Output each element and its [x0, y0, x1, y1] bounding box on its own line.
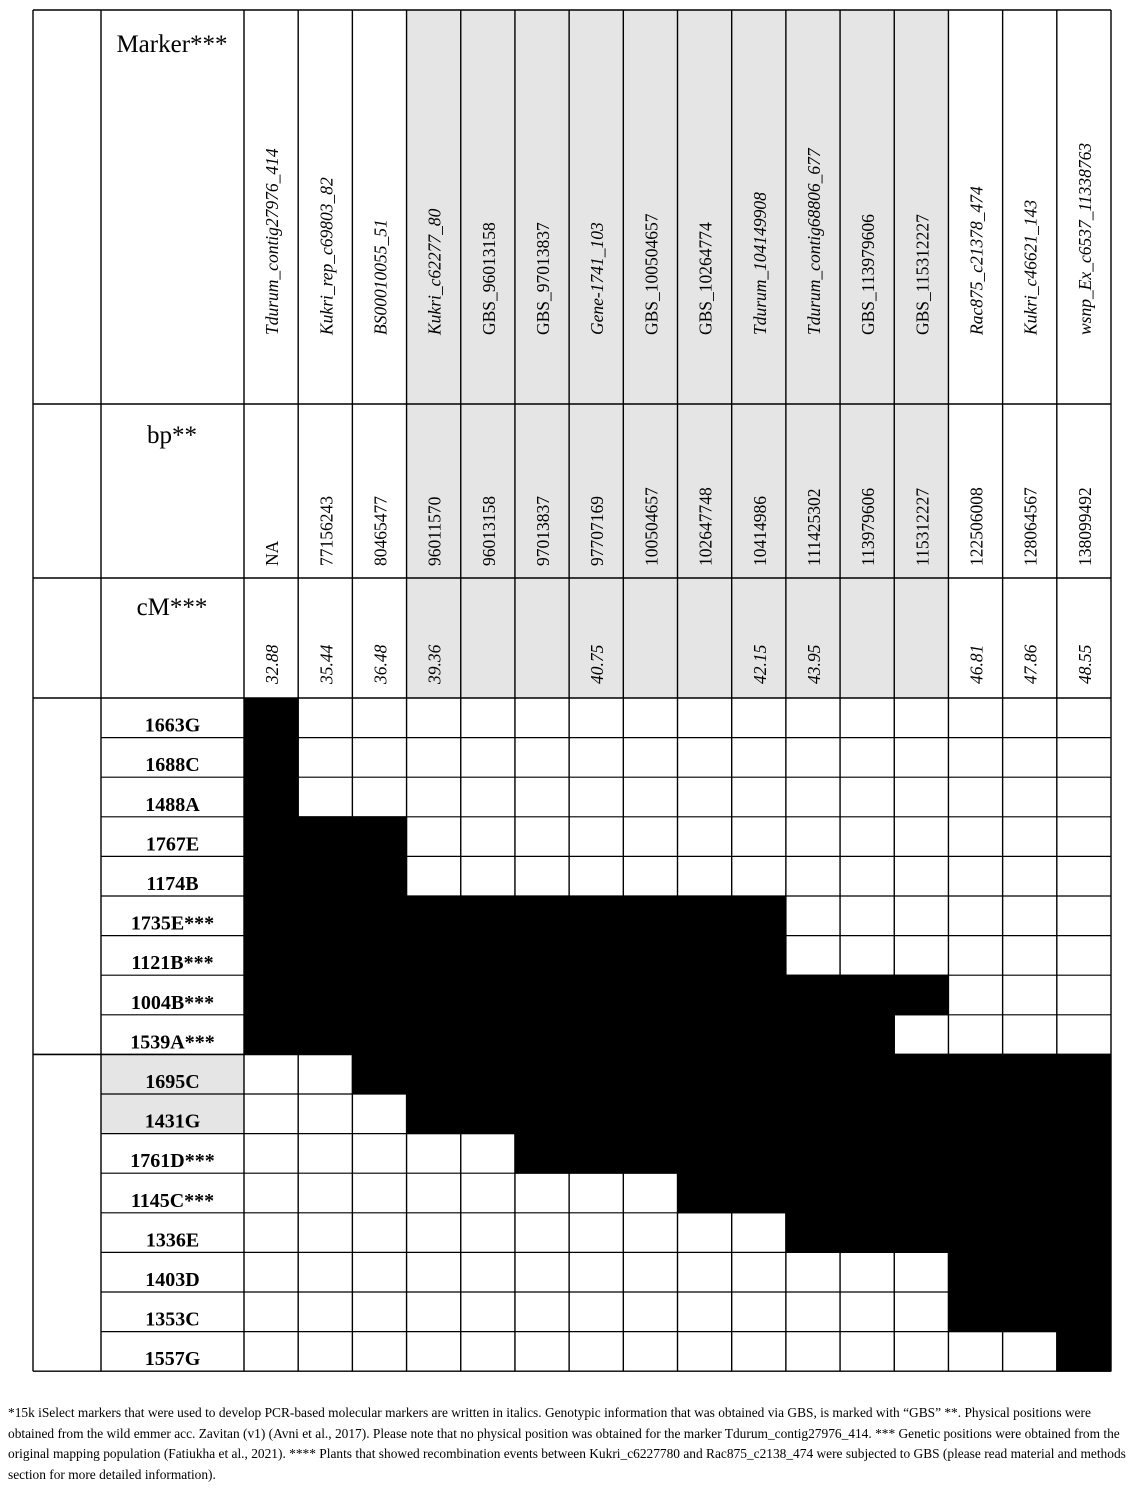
plant-row-label: 1431G — [144, 1110, 201, 1133]
genotype-cell-filled — [840, 1014, 895, 1055]
bp-value: 10414986 — [749, 496, 770, 566]
genotype-cell-filled — [1002, 1212, 1057, 1253]
cm-header: cM*** — [136, 594, 208, 621]
genotype-cell-filled — [244, 856, 299, 897]
genotype-cell-filled — [677, 1094, 732, 1135]
gbs-column-shade — [623, 10, 677, 698]
bp-value: 111425302 — [803, 488, 824, 566]
genotype-cell-filled — [1056, 1133, 1111, 1174]
gbs-column-shade — [569, 10, 623, 698]
bp-value: 80465477 — [370, 496, 391, 566]
genotype-cell-filled — [623, 975, 678, 1016]
genotype-cell-filled — [785, 1173, 840, 1214]
genotype-cell-filled — [623, 896, 678, 937]
bp-value: 128064567 — [1020, 487, 1041, 566]
marker-name: wsnp_Ex_c6537_11338763 — [1074, 142, 1095, 335]
genotype-cell-filled — [460, 1094, 515, 1135]
bp-value: NA — [262, 540, 283, 566]
genotype-cell-filled — [731, 1014, 786, 1055]
genotype-cell-filled — [406, 1014, 461, 1055]
plant-row-label: 1767E — [145, 833, 200, 856]
genotype-cell-filled — [569, 1133, 624, 1174]
genotype-cell-filled — [894, 1173, 949, 1214]
bp-value: 122506008 — [966, 487, 987, 566]
marker-name: Gene-1741_103 — [587, 222, 608, 335]
genotype-cell-filled — [623, 1014, 678, 1055]
genotype-cell-filled — [948, 1252, 1003, 1293]
plant-row-label: 1688C — [145, 754, 200, 777]
plant-row-label: 1145C*** — [130, 1189, 215, 1212]
genotype-cell-filled — [731, 1133, 786, 1174]
genotype-cell-filled — [677, 975, 732, 1016]
genotype-cell-filled — [840, 1133, 895, 1174]
marker-name: GBS_113979606 — [858, 214, 879, 335]
genotype-cell-filled — [948, 1133, 1003, 1174]
genotype-cell-filled — [1002, 1292, 1057, 1333]
genotype-cell-filled — [894, 975, 949, 1016]
genotype-cell-filled — [569, 896, 624, 937]
genotype-cell-filled — [623, 1094, 678, 1135]
genotype-cell-filled — [1056, 1292, 1111, 1333]
cm-value: 42.15 — [749, 644, 770, 684]
marker-name: Kukri_rep_c69803_82 — [316, 177, 337, 335]
cm-value: 48.55 — [1074, 644, 1095, 684]
genotype-cell-filled — [514, 1133, 569, 1174]
bp-value: 100504657 — [641, 487, 662, 566]
genotype-cell-filled — [514, 1014, 569, 1055]
genotype-cell-filled — [406, 896, 461, 937]
genotype-cell-filled — [352, 1054, 407, 1095]
genotype-cell-filled — [840, 1212, 895, 1253]
genotype-cell-filled — [894, 1133, 949, 1174]
genotype-cell-filled — [1056, 1173, 1111, 1214]
genotype-cell-filled — [352, 1014, 407, 1055]
bp-value: 97013837 — [533, 496, 554, 566]
genotype-cell-filled — [731, 1173, 786, 1214]
plant-row-label: 1761D*** — [130, 1150, 215, 1173]
genotype-cell-filled — [298, 896, 353, 937]
genotype-cell-filled — [569, 1014, 624, 1055]
marker-name: GBS_97013837 — [533, 222, 554, 335]
genotype-cell-filled — [1002, 1054, 1057, 1095]
genotype-cell-filled — [352, 856, 407, 897]
bp-value: 97707169 — [587, 496, 608, 566]
cm-value: 36.48 — [370, 644, 391, 684]
genotype-cell-filled — [244, 975, 299, 1016]
genotype-cell-filled — [514, 1094, 569, 1135]
genotype-cell-filled — [623, 935, 678, 976]
genotype-cell-filled — [460, 975, 515, 1016]
genotype-cell-filled — [1002, 1173, 1057, 1214]
marker-name: GBS_96013158 — [478, 222, 499, 335]
genotype-cell-filled — [352, 935, 407, 976]
bp-header: bp** — [147, 422, 197, 449]
bp-value: 115312227 — [912, 487, 933, 566]
genotype-cell-filled — [677, 896, 732, 937]
cm-value: 35.44 — [316, 644, 337, 684]
bp-value: 96013158 — [478, 496, 499, 566]
marker-name: Tdurum_104149908 — [749, 192, 770, 335]
genotype-cell-filled — [460, 896, 515, 937]
genotype-cell-filled — [840, 1054, 895, 1095]
genotype-cell-filled — [514, 935, 569, 976]
genotype-cell-filled — [1056, 1212, 1111, 1253]
genotype-cell-filled — [677, 1133, 732, 1174]
genotype-cell-filled — [677, 935, 732, 976]
genotype-cell-filled — [894, 1054, 949, 1095]
plant-row-label: 1121B*** — [131, 952, 214, 975]
genotype-cell-filled — [1056, 1252, 1111, 1293]
gbs-column-shade — [678, 10, 732, 698]
gbs-column-shade — [786, 10, 840, 698]
genotype-cell-filled — [406, 1054, 461, 1095]
plant-row-label: 1004B*** — [130, 991, 215, 1014]
genotype-cell-filled — [840, 1094, 895, 1135]
marker-name: Rac875_c21378_474 — [966, 186, 987, 335]
marker-name: BS00010055_51 — [370, 219, 391, 335]
genotype-cell-filled — [894, 1212, 949, 1253]
cm-value: 46.81 — [966, 644, 987, 684]
footnote-text: *15k iSelect markers that were used to develop PCR-based molecular markers are written in italics. Genotypic information that was obtained via GBS, is marked with “GBS” **. Physical positions were obtained from the wild emmer acc. Zavitan (v1) (Avni et al., 2017). Please note that no physical position was obtained for the marker Tdurum_contig27976_414. *** Genetic positions were obtained from the original mapping population (Fatiukha et al., 2021). **** Plants that showed recombination events between Kukri_c6227780 and Rac875_c2138_474 were subjected to GBS (please read material and methods section for more detailed information). — [8, 1405, 1126, 1482]
bp-value: 102647748 — [695, 487, 716, 566]
genotype-cell-filled — [948, 1292, 1003, 1333]
genotype-cell-filled — [406, 975, 461, 1016]
genotype-cell-filled — [244, 816, 299, 857]
genotype-cell-filled — [298, 935, 353, 976]
marker-name: GBS_115312227 — [912, 214, 933, 335]
plant-row-label: 1336E — [145, 1229, 200, 1252]
genotype-cell-filled — [460, 935, 515, 976]
cm-value: 32.88 — [262, 644, 283, 684]
gbs-column-shade — [407, 10, 461, 698]
bp-value: 113979606 — [858, 487, 879, 566]
genotype-cell-filled — [514, 1054, 569, 1095]
genotype-cell-filled — [840, 975, 895, 1016]
genotype-cell-filled — [244, 698, 299, 739]
genotype-cell-filled — [785, 1133, 840, 1174]
genotype-cell-filled — [1056, 1054, 1111, 1095]
plant-row-label: 1539A*** — [130, 1031, 215, 1054]
genotype-cell-filled — [785, 1014, 840, 1055]
plant-row-label: 1557G — [144, 1348, 201, 1371]
plant-row-label: 1353C — [145, 1308, 200, 1331]
genotype-cell-filled — [569, 935, 624, 976]
marker-name: Tdurum_contig27976_414 — [262, 148, 283, 335]
genotype-cell-filled — [948, 1094, 1003, 1135]
genotype-cell-filled — [460, 1014, 515, 1055]
genotype-cell-filled — [785, 975, 840, 1016]
genotype-cell-filled — [352, 975, 407, 1016]
genotype-cell-filled — [406, 1094, 461, 1135]
cm-value: 47.86 — [1020, 644, 1041, 684]
genotype-cell-filled — [731, 896, 786, 937]
genotype-cell-filled — [352, 896, 407, 937]
genotype-cell-filled — [948, 1212, 1003, 1253]
plant-row-label: 1174B — [146, 873, 199, 895]
marker-name: Kukri_c46621_143 — [1020, 199, 1041, 335]
gbs-column-shade — [461, 10, 515, 698]
gbs-column-shade — [894, 10, 948, 698]
genotype-cell-filled — [244, 777, 299, 818]
genotype-cell-filled — [1056, 1331, 1111, 1372]
genotype-cell-filled — [460, 1054, 515, 1095]
genotype-cell-filled — [677, 1014, 732, 1055]
genotype-cell-filled — [244, 1014, 299, 1055]
bp-value: 138099492 — [1074, 487, 1095, 566]
genotype-cell-filled — [1002, 1094, 1057, 1135]
plant-row-label: 1403D — [145, 1269, 200, 1291]
genotype-cell-filled — [731, 975, 786, 1016]
gbs-column-shade — [732, 10, 786, 698]
genotype-cell-filled — [514, 975, 569, 1016]
cm-value: 39.36 — [424, 644, 445, 684]
cm-value: 43.95 — [803, 644, 824, 684]
genotype-cell-filled — [623, 1054, 678, 1095]
genotype-cell-filled — [298, 856, 353, 897]
genotype-cell-filled — [785, 1094, 840, 1135]
genotype-cell-filled — [785, 1054, 840, 1095]
genotype-cell-filled — [731, 1094, 786, 1135]
bp-value: 77156243 — [316, 496, 337, 566]
genotype-cell-filled — [785, 1212, 840, 1253]
genotype-cell-filled — [731, 1054, 786, 1095]
genotype-cell-filled — [406, 935, 461, 976]
genotype-cell-filled — [244, 935, 299, 976]
genotype-cell-filled — [514, 896, 569, 937]
genotype-cell-filled — [569, 1054, 624, 1095]
genotype-cell-filled — [840, 1173, 895, 1214]
genotype-cell-filled — [1002, 1133, 1057, 1174]
genotype-cell-filled — [244, 737, 299, 778]
genotype-cell-filled — [569, 975, 624, 1016]
gbs-column-shade — [840, 10, 894, 698]
genotype-cell-filled — [352, 816, 407, 857]
genotype-cell-filled — [298, 975, 353, 1016]
marker-name: GBS_10264774 — [695, 222, 716, 335]
genotype-cell-filled — [948, 1054, 1003, 1095]
bp-value: 96011570 — [424, 496, 445, 566]
genotype-cell-filled — [894, 1094, 949, 1135]
genotype-cell-filled — [677, 1173, 732, 1214]
genotype-cell-filled — [1056, 1094, 1111, 1135]
plant-row-label: 1695C — [145, 1071, 200, 1093]
marker-header: Marker*** — [116, 31, 228, 58]
plant-row-label: 1735E*** — [130, 912, 215, 935]
genotype-cell-filled — [1002, 1252, 1057, 1293]
genotype-cell-filled — [244, 896, 299, 937]
genotype-cell-filled — [298, 816, 353, 857]
genotype-cell-filled — [623, 1133, 678, 1174]
plant-row-label: 1663G — [144, 714, 201, 737]
gbs-column-shade — [515, 10, 569, 698]
genotype-cell-filled — [569, 1094, 624, 1135]
cm-value: 40.75 — [587, 644, 608, 684]
marker-name: Kukri_c62277_80 — [424, 208, 445, 335]
genotype-cell-filled — [298, 1014, 353, 1055]
genotype-cell-filled — [677, 1054, 732, 1095]
marker-name: Tdurum_contig68806_677 — [803, 148, 824, 335]
genotype-cell-filled — [948, 1173, 1003, 1214]
table-footnote — [8, 1403, 1136, 1485]
genotype-cell-filled — [731, 935, 786, 976]
plant-row-label: 1488A — [145, 793, 200, 816]
marker-name: GBS_100504657 — [641, 213, 662, 335]
